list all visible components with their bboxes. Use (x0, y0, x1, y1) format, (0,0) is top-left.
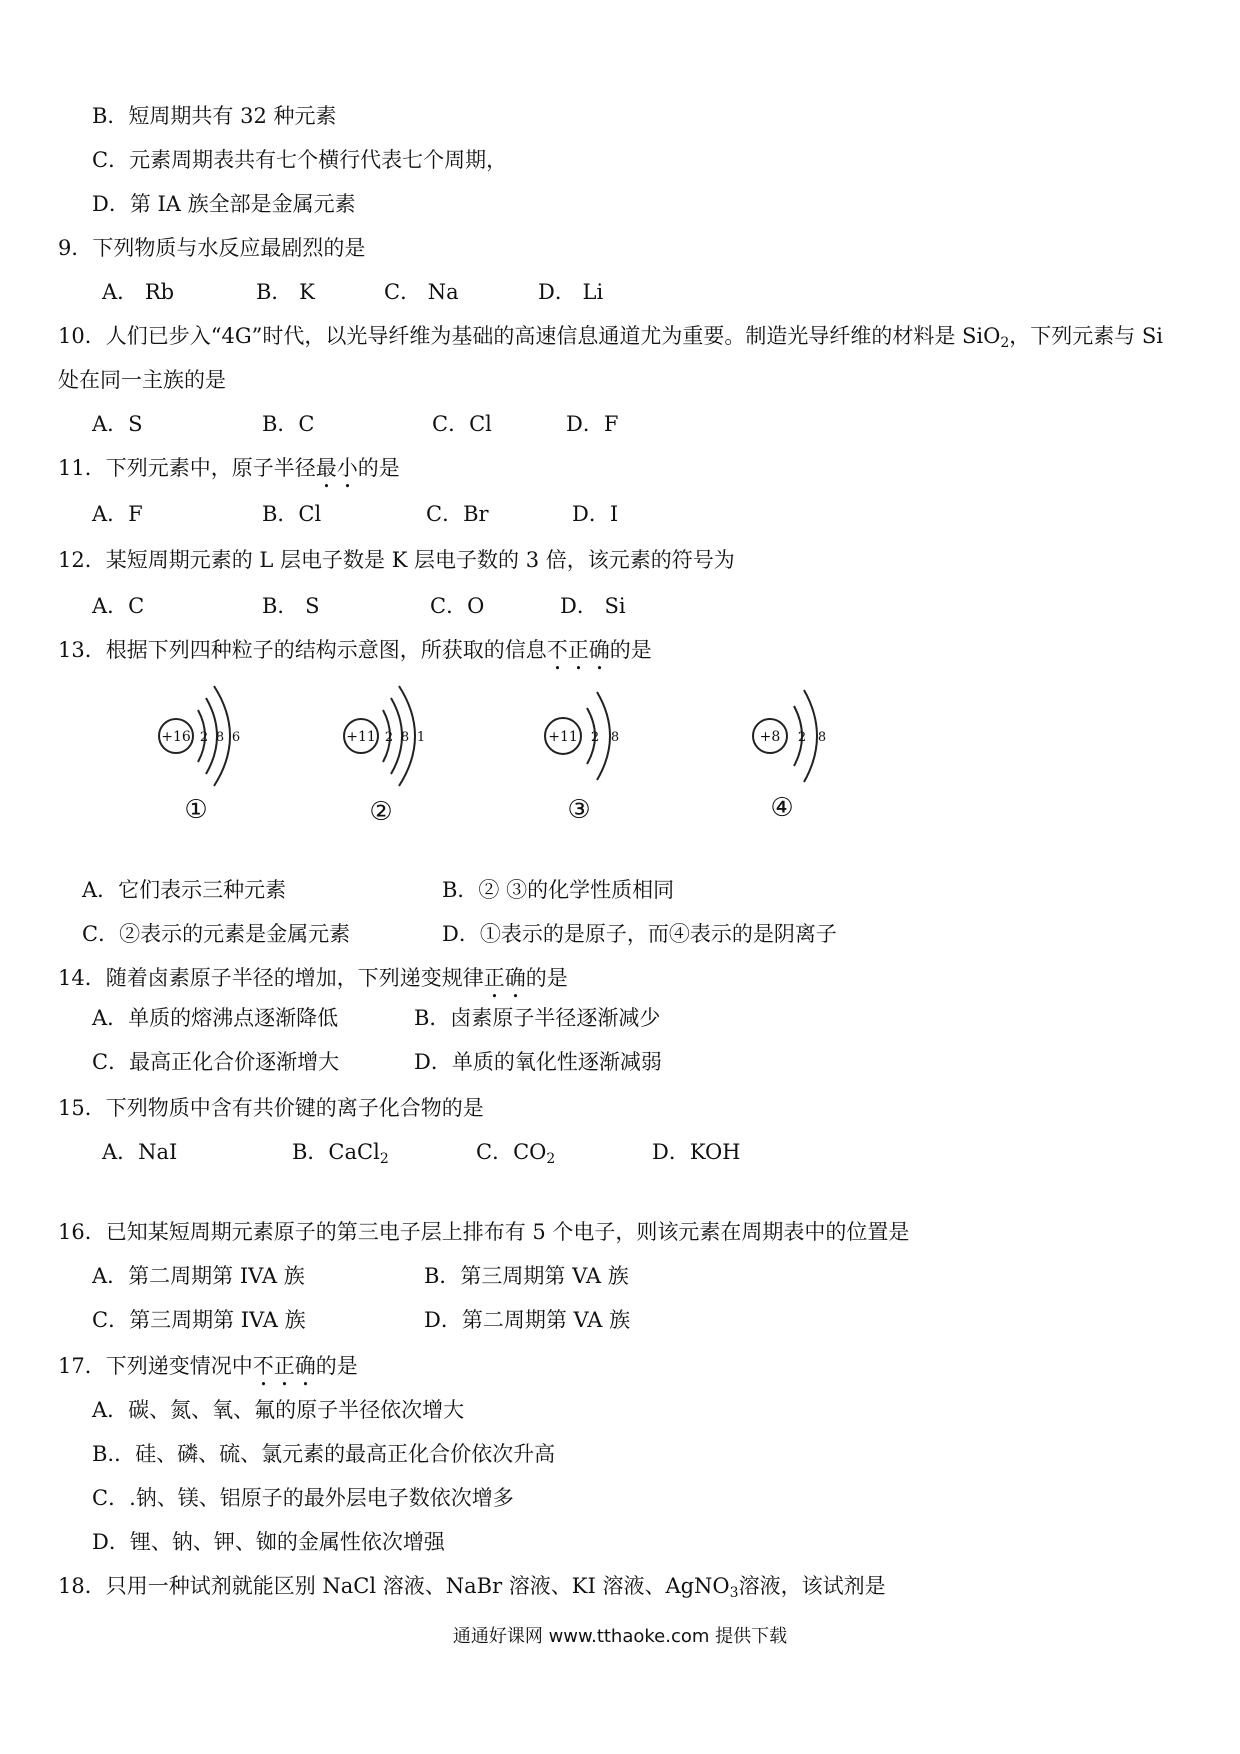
q10-option-c: C．Cl (432, 412, 492, 436)
electron-count-2: 8 (817, 730, 827, 745)
q10-stem-line1 (58, 322, 1163, 350)
q12-stem: 12．某短周期元素的 L 层电子数是 K 层电子数的 3 倍，该元素的符号为 (58, 548, 735, 572)
electron-count-3: 1 (416, 730, 426, 745)
q17-option-a: A．碳、氮、氧、氟的原子半径依次增大 (92, 1398, 465, 1422)
q13-emphasis: 不正确 (546, 638, 610, 662)
q17-option-b: B.．硅、磷、硫、氯元素的最高正化合价依次升高 (92, 1442, 556, 1466)
q13-stem (58, 636, 652, 675)
q15-option-a: A．NaI (102, 1140, 178, 1164)
electron-count-1: 2 (590, 730, 600, 745)
q17-stem (58, 1352, 358, 1391)
electron-count-2: 8 (400, 730, 410, 745)
q14-option-b: B．卤素原子半径逐渐减少 (414, 1006, 661, 1030)
q17-stem-post: 的是 (315, 1354, 358, 1378)
electron-count-2: 8 (215, 730, 225, 745)
q12-option-d: D． Si (560, 594, 626, 618)
particle-diagram-1 (150, 686, 350, 836)
q14-emphasis: 正确 (483, 966, 526, 990)
electron-count-1: 2 (199, 730, 209, 745)
electron-count-3: 6 (231, 730, 241, 745)
q11-stem-pre: 11．下列元素中，原子半径 (58, 456, 316, 480)
q18-stem (58, 1572, 886, 1600)
diagram-number: ③ (567, 795, 591, 825)
q10-stem-sub: 2 (1000, 335, 1010, 351)
q11-option-c: C．Br (426, 502, 489, 526)
q15-option-c-text: C．CO (476, 1140, 547, 1164)
q12-option-a: A．C (92, 594, 145, 618)
q17-option-d: D．锂、钠、钾、铷的金属性依次增强 (92, 1530, 445, 1554)
q15-stem: 15．下列物质中含有共价键的离子化合物的是 (58, 1096, 484, 1120)
q8-option-d: D．第 IA 族全部是金属元素 (92, 192, 356, 216)
q12-option-b: B． S (262, 594, 320, 618)
q11-stem (58, 454, 400, 493)
q9-option-d: D． Li (538, 280, 604, 304)
q8-option-b: B．短周期共有 32 种元素 (92, 104, 337, 128)
q15-option-d: D．KOH (652, 1140, 741, 1164)
electron-count-2: 8 (610, 730, 620, 745)
q11-emphasis: 最小 (315, 456, 358, 480)
electron-count-1: 2 (797, 730, 807, 745)
diagram-number: ② (369, 797, 393, 827)
q15-option-b-text: B．CaCl (292, 1140, 380, 1164)
q13-stem-post: 的是 (609, 638, 652, 662)
page-footer: 通通好课网 www.tthaoke.com 提供下载 (452, 1626, 788, 1647)
particle-diagram-2 (335, 686, 535, 836)
q18-stem-post: 溶液，该试剂是 (738, 1574, 886, 1598)
q17-option-c: C．.钠、镁、铝原子的最外层电子数依次增多 (92, 1486, 514, 1510)
q15-option-b-sub: 2 (379, 1151, 389, 1167)
diagram-number: ④ (770, 793, 794, 823)
q16-option-b: B．第三周期第 VA 族 (424, 1264, 629, 1288)
q10-option-d: D．F (566, 412, 619, 436)
q10-stem-a: 10．人们已步入“4G”时代，以光导纤维为基础的高速信息通道尤为重要。制造光导纤维的材料是 SiO (58, 324, 1001, 348)
q8-option-c: C．元素周期表共有七个横行代表七个周期， (92, 148, 508, 172)
q18-stem-sub: 3 (729, 1585, 739, 1601)
q14-option-c: C．最高正化合价逐渐增大 (92, 1050, 340, 1074)
q16-option-c: C．第三周期第 IVA 族 (92, 1308, 306, 1332)
q11-stem-post: 的是 (357, 456, 400, 480)
q13-option-a: A．它们表示三种元素 (82, 878, 287, 902)
q14-stem (58, 964, 568, 1003)
q12-option-c: C．O (430, 594, 485, 618)
q9-stem: 9．下列物质与水反应最剧烈的是 (58, 236, 366, 260)
q10-option-b: B．C (262, 412, 315, 436)
nucleus-label: +16 (161, 729, 191, 745)
q16-option-a: A．第二周期第 IVA 族 (92, 1264, 305, 1288)
q15-option-c-sub: 2 (546, 1151, 556, 1167)
q9-option-a: A． Rb (102, 280, 175, 304)
q10-stem-b: ，下列元素与 Si (1009, 324, 1164, 348)
q15-option-b (292, 1138, 389, 1166)
q17-emphasis: 不正确 (252, 1354, 316, 1378)
q18-stem-pre: 18．只用一种试剂就能区别 NaCl 溶液、NaBr 溶液、KI 溶液、AgNO (58, 1574, 730, 1598)
electron-count-1: 2 (384, 730, 394, 745)
nucleus-label: +11 (346, 729, 376, 745)
q13-option-c: C．②表示的元素是金属元素 (82, 922, 351, 946)
q9-option-c: C． Na (384, 280, 459, 304)
q10-stem-line2: 处在同一主族的是 (58, 368, 226, 392)
q14-stem-post: 的是 (525, 966, 568, 990)
q14-stem-pre: 14．随着卤素原子半径的增加，下列递变规律 (58, 966, 484, 990)
q13-option-d: D．①表示的是原子，而④表示的是阴离子 (442, 922, 837, 946)
diagram-number: ① (184, 795, 208, 825)
q10-option-a: A．S (92, 412, 143, 436)
nucleus-label: +11 (548, 729, 578, 745)
q11-option-b: B．Cl (262, 502, 322, 526)
particle-diagram-4 (748, 686, 948, 836)
q14-option-a: A．单质的熔沸点逐渐降低 (92, 1006, 339, 1030)
q11-option-d: D．I (572, 502, 619, 526)
q14-option-d: D．单质的氧化性逐渐减弱 (414, 1050, 662, 1074)
q13-stem-pre: 13．根据下列四种粒子的结构示意图，所获取的信息 (58, 638, 547, 662)
nucleus-label: +8 (759, 729, 781, 745)
q16-stem: 16．已知某短周期元素原子的第三电子层上排布有 5 个电子，则该元素在周期表中的位置是 (58, 1220, 910, 1244)
particle-diagram-3 (535, 686, 735, 836)
q17-stem-pre: 17．下列递变情况中 (58, 1354, 253, 1378)
q13-option-b: B．② ③的化学性质相同 (442, 878, 675, 902)
q9-option-b: B． K (256, 280, 315, 304)
q16-option-d: D．第二周期第 VA 族 (424, 1308, 631, 1332)
q15-option-c (476, 1138, 555, 1166)
q11-option-a: A．F (92, 502, 143, 526)
